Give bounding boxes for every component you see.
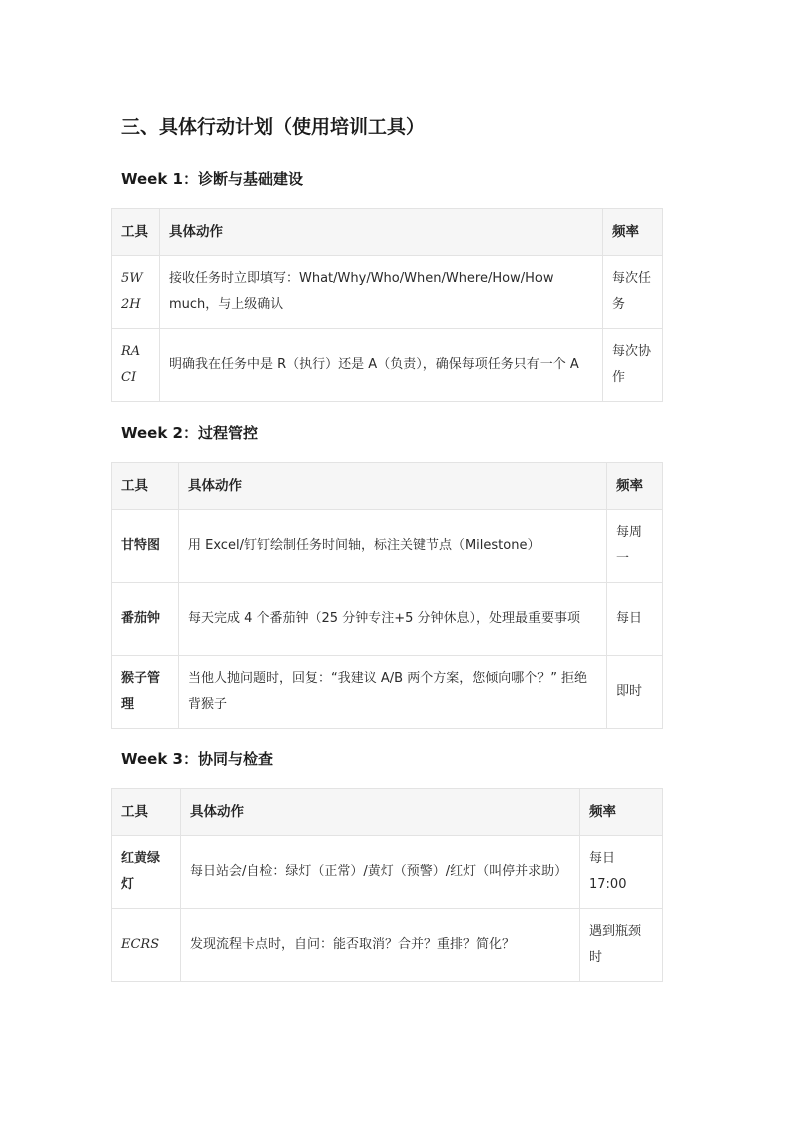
frequency-cell: 每周一	[607, 510, 663, 583]
table-row	[112, 256, 663, 329]
table-row	[112, 656, 663, 729]
action-cell: 每天完成 4 个番茄钟（25 分钟专注+5 分钟休息），处理最重要事项	[179, 583, 607, 656]
header-frequency: 频率	[603, 209, 663, 256]
table-row	[112, 836, 663, 909]
header-frequency: 频率	[580, 789, 663, 836]
header-tool: 工具	[112, 209, 160, 256]
action-cell: 接收任务时立即填写：What/Why/Who/When/Where/How/How much，与上级确认	[160, 256, 603, 329]
table-row	[112, 329, 663, 402]
action-cell: 发现流程卡点时，自问：能否取消？合并？重排？简化？	[181, 909, 580, 982]
frequency-cell: 每次任务	[603, 256, 663, 329]
header-action: 具体动作	[179, 463, 607, 510]
frequency-cell: 遇到瓶颈时	[580, 909, 663, 982]
tool-cell: 5W2H	[112, 256, 160, 329]
tool-cell: 红黄绿灯	[112, 836, 181, 909]
table-header-row	[112, 463, 663, 510]
tool-cell: RACI	[112, 329, 160, 402]
week1-heading: Week 1：诊断与基础建设	[121, 170, 303, 188]
week2-table	[111, 462, 663, 729]
action-cell: 用 Excel/钉钉绘制任务时间轴，标注关键节点（Milestone）	[179, 510, 607, 583]
header-tool: 工具	[112, 789, 181, 836]
action-cell: 当他人抛问题时，回复：“我建议 A/B 两个方案，您倾向哪个？” 拒绝背猴子	[179, 656, 607, 729]
header-frequency: 频率	[607, 463, 663, 510]
tool-cell: 番茄钟	[112, 583, 179, 656]
section-title: 三、具体行动计划（使用培训工具）	[121, 116, 426, 138]
table-row	[112, 909, 663, 982]
header-tool: 工具	[112, 463, 179, 510]
frequency-cell: 每日	[607, 583, 663, 656]
action-cell: 明确我在任务中是 R（执行）还是 A（负责），确保每项任务只有一个 A	[160, 329, 603, 402]
frequency-cell: 即时	[607, 656, 663, 729]
header-action: 具体动作	[181, 789, 580, 836]
tool-cell: ECRS	[112, 909, 181, 982]
header-action: 具体动作	[160, 209, 603, 256]
table-row	[112, 583, 663, 656]
week1-table	[111, 208, 663, 402]
table-header-row	[112, 789, 663, 836]
week3-heading: Week 3：协同与检查	[121, 750, 273, 768]
frequency-cell: 每日 17:00	[580, 836, 663, 909]
table-row	[112, 510, 663, 583]
week3-table	[111, 788, 663, 982]
table-header-row	[112, 209, 663, 256]
tool-cell: 甘特图	[112, 510, 179, 583]
week2-heading: Week 2：过程管控	[121, 424, 258, 442]
tool-cell: 猴子管理	[112, 656, 179, 729]
action-cell: 每日站会/自检：绿灯（正常）/黄灯（预警）/红灯（叫停并求助）	[181, 836, 580, 909]
frequency-cell: 每次协作	[603, 329, 663, 402]
